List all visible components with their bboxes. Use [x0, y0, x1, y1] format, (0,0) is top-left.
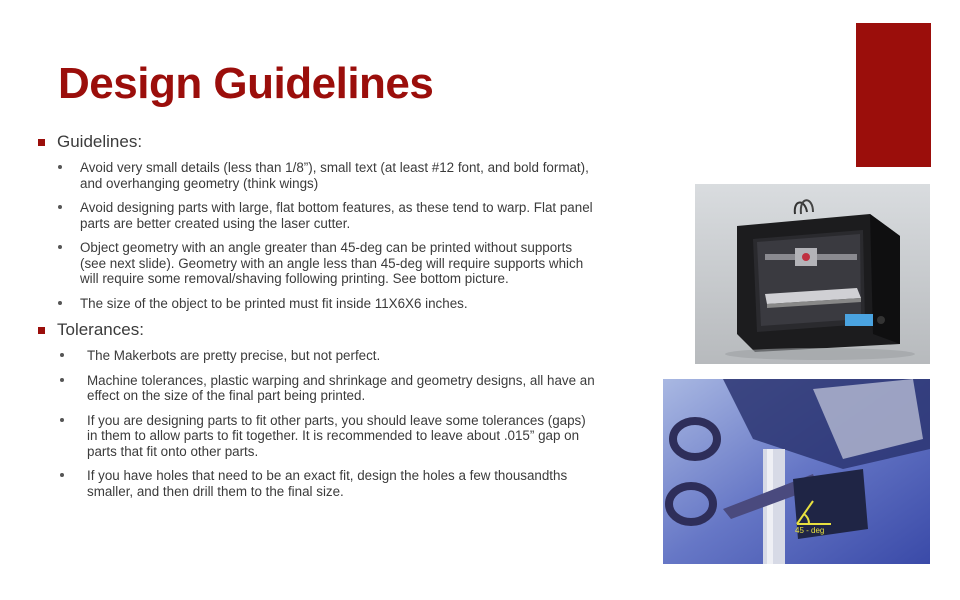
list-item: [38, 468, 598, 499]
3d-printer-photo: [695, 184, 930, 364]
section-guidelines-heading: [38, 132, 598, 152]
bullet-dot-icon: [60, 378, 64, 382]
list-item-text: The Makerbots are pretty precise, but not perfect.: [87, 348, 381, 363]
square-bullet-icon: [38, 139, 45, 146]
list-item: [38, 240, 598, 287]
list-item-text: Avoid very small details (less than 1/8”), small text (at least #12 font, and bold format), and overhanging geometry (think wings): [80, 160, 589, 191]
bullet-dot-icon: [58, 301, 62, 305]
list-item-text: If you have holes that need to be an exact fit, design the holes a few thousandths smaller, and then drill them to the final size.: [87, 468, 568, 499]
3d-printer-icon: [695, 184, 930, 364]
list-item: [38, 200, 598, 231]
printed-part-icon: [663, 379, 930, 564]
list-item: [38, 373, 598, 404]
guidelines-list: [38, 160, 598, 311]
slide-body: [38, 132, 598, 508]
section-heading-text: Guidelines:: [57, 132, 143, 151]
list-item: [38, 413, 598, 460]
list-item: [38, 348, 598, 364]
square-bullet-icon: [38, 327, 45, 334]
list-item: [38, 296, 598, 312]
list-item-text: The size of the object to be printed must fit inside 11X6X6 inches.: [80, 295, 468, 311]
section-tolerances-heading: [38, 320, 598, 340]
accent-block: [856, 23, 931, 167]
support-angle-photo: [663, 379, 930, 564]
bullet-dot-icon: [60, 418, 64, 422]
bullet-dot-icon: [58, 165, 62, 169]
angle-annotation-text: 45 - deg: [795, 526, 825, 535]
bullet-dot-icon: [58, 245, 62, 249]
section-heading-text: Tolerances:: [57, 320, 144, 339]
list-item-text: Machine tolerances, plastic warping and shrinkage and geometry designs, all have an effect on the size of the final part being printed.: [87, 372, 595, 403]
list-item-text: If you are designing parts to fit other parts, you should leave some tolerances (gaps) in them to allow parts to fit together. It is recommended to leave about .015” gap on parts that fit onto other parts.: [87, 412, 586, 459]
slide-title: Design Guidelines: [58, 59, 434, 108]
bullet-dot-icon: [60, 473, 64, 477]
bullet-dot-icon: [58, 205, 62, 209]
list-item: [38, 160, 598, 191]
list-item-text: Avoid designing parts with large, flat bottom features, as these tend to warp. Flat panel parts are better created using the laser cutter.: [80, 200, 593, 231]
bullet-dot-icon: [60, 353, 64, 357]
tolerances-list: [38, 348, 598, 499]
list-item-text: Object geometry with an angle greater than 45-deg can be printed without supports (see next slide). Geometry with an angle less than 45-deg will require supports which will require some removal/shaving following printing. See bottom picture.: [80, 240, 584, 286]
